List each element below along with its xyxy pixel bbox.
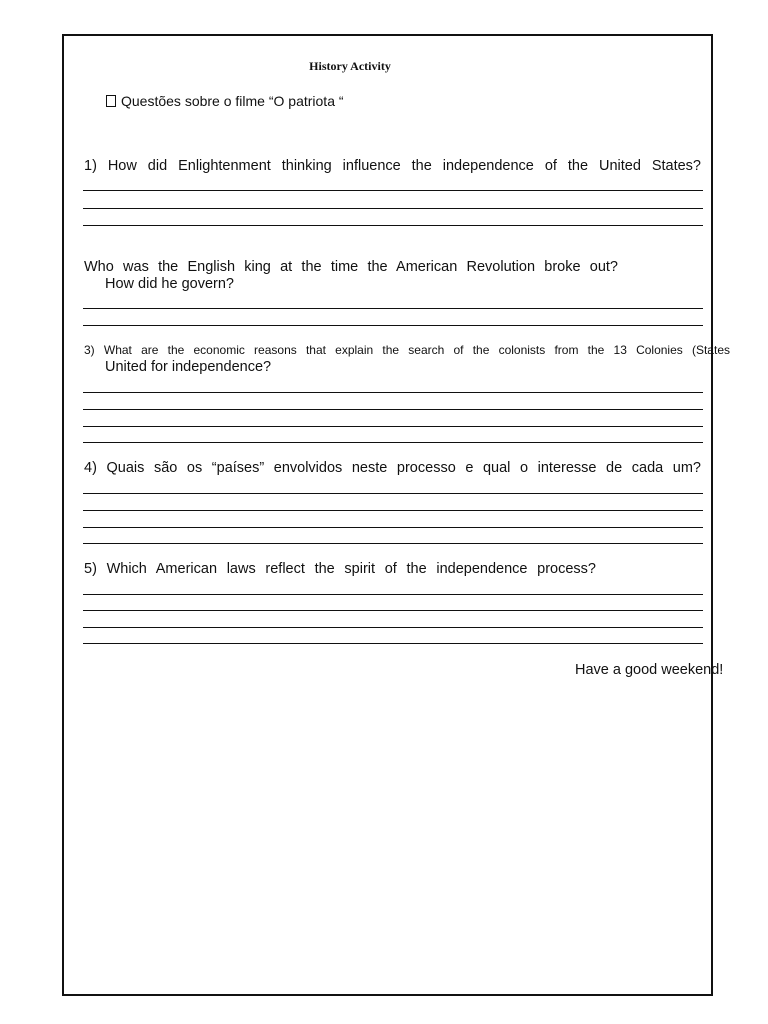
- answer-line[interactable]: [83, 225, 703, 226]
- answer-line[interactable]: [83, 594, 703, 595]
- question-3-text-cont: United for independence?: [105, 359, 272, 375]
- page-border: [62, 34, 713, 996]
- question-4-text: 4) Quais são os “países” envolvidos neste processo e qual o interesse de cada um?: [84, 460, 701, 476]
- page-title: History Activity: [309, 59, 391, 73]
- question-2-text-cont: How did he govern?: [105, 276, 234, 292]
- answer-line[interactable]: [83, 493, 703, 494]
- answer-line[interactable]: [83, 627, 703, 628]
- answer-line[interactable]: [83, 610, 703, 611]
- question-1: [84, 158, 701, 175]
- question-5: [84, 561, 596, 578]
- square-bullet-icon: [106, 95, 116, 107]
- question-5-text: 5) Which American laws reflect the spirit of the independence process?: [84, 561, 596, 577]
- answer-line[interactable]: [83, 510, 703, 511]
- answer-line[interactable]: [83, 325, 703, 326]
- answer-line[interactable]: [83, 190, 703, 191]
- answer-line[interactable]: [83, 527, 703, 528]
- question-3: [84, 342, 730, 376]
- question-3-text: 3) What are the economic reasons that explain the search of the colonists from the 13 Colonies (States: [84, 343, 730, 357]
- answer-line[interactable]: [83, 543, 703, 544]
- subtitle: [106, 93, 344, 109]
- answer-line[interactable]: [83, 442, 703, 443]
- closing-message: Have a good weekend!: [575, 662, 724, 678]
- answer-line[interactable]: [83, 409, 703, 410]
- subtitle-text: Questões sobre o filme “O patriota “: [121, 93, 344, 109]
- question-2: [84, 259, 618, 293]
- answer-line[interactable]: [83, 208, 703, 209]
- question-4: [84, 460, 701, 477]
- answer-line[interactable]: [83, 426, 703, 427]
- answer-line[interactable]: [83, 643, 703, 644]
- question-1-text: 1) How did Enlightenment thinking influence the independence of the United States?: [84, 158, 701, 174]
- answer-line[interactable]: [83, 308, 703, 309]
- question-2-text: Who was the English king at the time the American Revolution broke out?: [84, 259, 618, 275]
- answer-line[interactable]: [83, 392, 703, 393]
